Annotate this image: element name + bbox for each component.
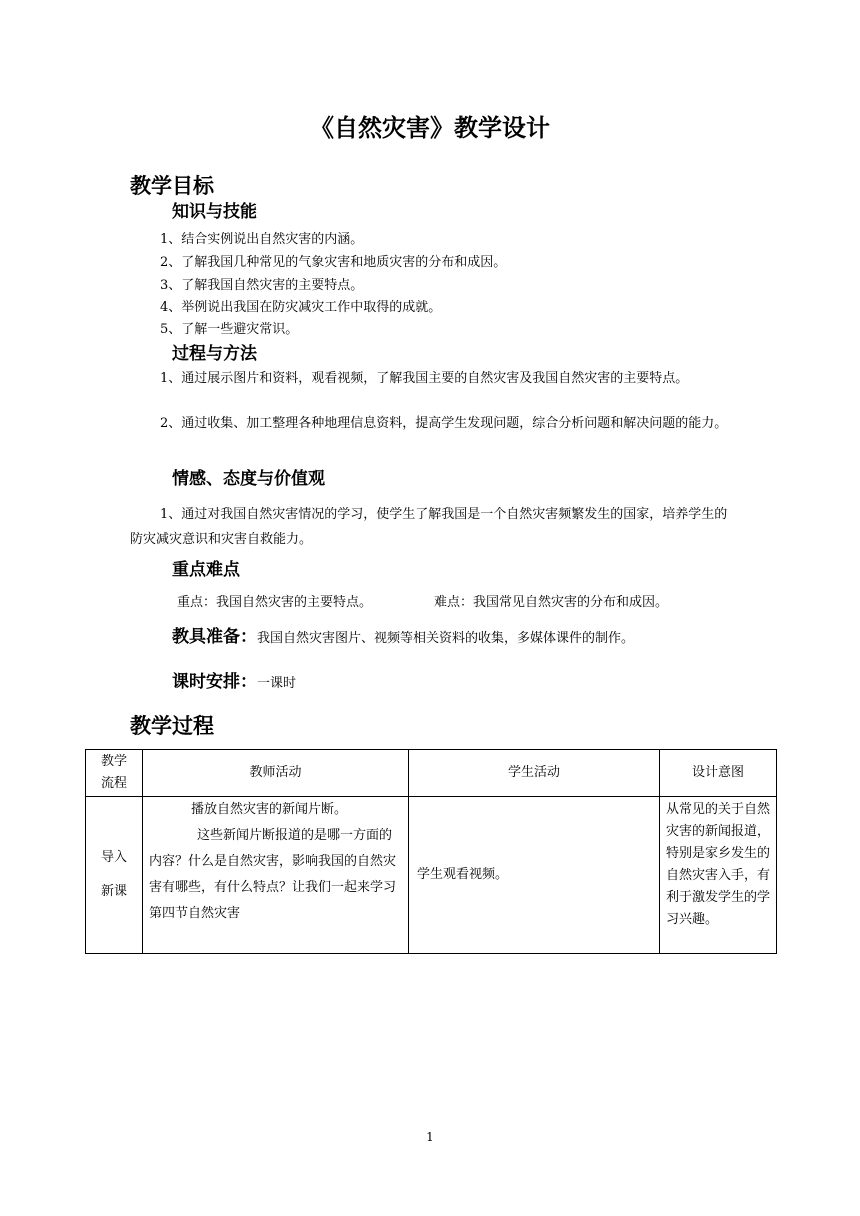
- flow-line: 导入: [100, 850, 127, 865]
- schedule-label: 课时安排：: [172, 672, 257, 692]
- materials-text: 我国自然灾害图片、视频等相关资料的收集，多媒体课件的制作。: [257, 631, 635, 646]
- header-flow-label: 教学流程: [100, 754, 127, 791]
- teaching-process-heading: 教学过程: [130, 714, 214, 738]
- keypoints-heading: 重点难点: [172, 560, 240, 580]
- teacher-activity-cell: [143, 797, 409, 954]
- schedule-text: 一课时: [257, 676, 297, 691]
- process-method-heading: 过程与方法: [172, 344, 257, 364]
- knowledge-item: 2、了解我国几种常见的气象灾害和地质灾害的分布和成因。: [160, 255, 507, 270]
- flow-line: 新课: [100, 884, 127, 899]
- knowledge-item: 5、了解一些避灾常识。: [160, 322, 299, 337]
- schedule-line: [172, 669, 296, 697]
- emotion-item: 1、通过对我国自然灾害情况的学习，使学生了解我国是一个自然灾害频繁发生的国家，培养学生的防灾减灾意识和灾害自救能力。: [130, 507, 728, 547]
- knowledge-item: 4、举例说出我国在防灾减灾工作中取得的成就。: [160, 300, 442, 315]
- page-number: 1: [426, 1130, 434, 1144]
- header-flow: [86, 750, 143, 797]
- emotion-heading: 情感、态度与价值观: [172, 469, 325, 489]
- process-method-item: 2、通过收集、加工整理各种地理信息资料，提高学生发现问题，综合分析问题和解决问题的能力。: [160, 416, 728, 431]
- table-row: [86, 797, 777, 954]
- materials-label: 教具准备：: [172, 627, 257, 647]
- difficulty-point: 难点：我国常见自然灾害的分布和成因。: [434, 595, 669, 610]
- process-method-item: 1、通过展示图片和资料，观看视频，了解我国主要的自然灾害及我国自然灾害的主要特点。: [160, 371, 689, 386]
- design-intent-cell: 从常见的关于自然灾害的新闻报道，特别是家乡发生的自然灾害入手，有利于激发学生的学习兴趣。: [660, 797, 777, 954]
- table-header-row: [86, 750, 777, 797]
- teacher-activity-line: 这些新闻片断报道的是哪一方面的内容？什么是自然灾害，影响我国的自然灾害有哪些，有什么特点？让我们一起来学习第四节自然灾害: [149, 828, 397, 921]
- knowledge-item: 3、了解我国自然灾害的主要特点。: [160, 278, 364, 293]
- objectives-heading: 教学目标: [130, 174, 214, 198]
- key-point: 重点：我国自然灾害的主要特点。: [177, 595, 373, 610]
- document-title: 《自然灾害》教学设计: [310, 114, 550, 142]
- flow-cell: [86, 797, 143, 954]
- header-teacher: 教师活动: [143, 750, 409, 797]
- header-intent: 设计意图: [660, 750, 777, 797]
- header-student: 学生活动: [409, 750, 660, 797]
- teacher-activity-line: 播放自然灾害的新闻片断。: [191, 802, 348, 817]
- teaching-process-table: [85, 749, 777, 954]
- knowledge-item: 1、结合实例说出自然灾害的内涵。: [160, 232, 364, 247]
- knowledge-heading: 知识与技能: [172, 202, 257, 222]
- student-activity-cell: 学生观看视频。: [409, 797, 660, 954]
- materials-line: [172, 624, 634, 652]
